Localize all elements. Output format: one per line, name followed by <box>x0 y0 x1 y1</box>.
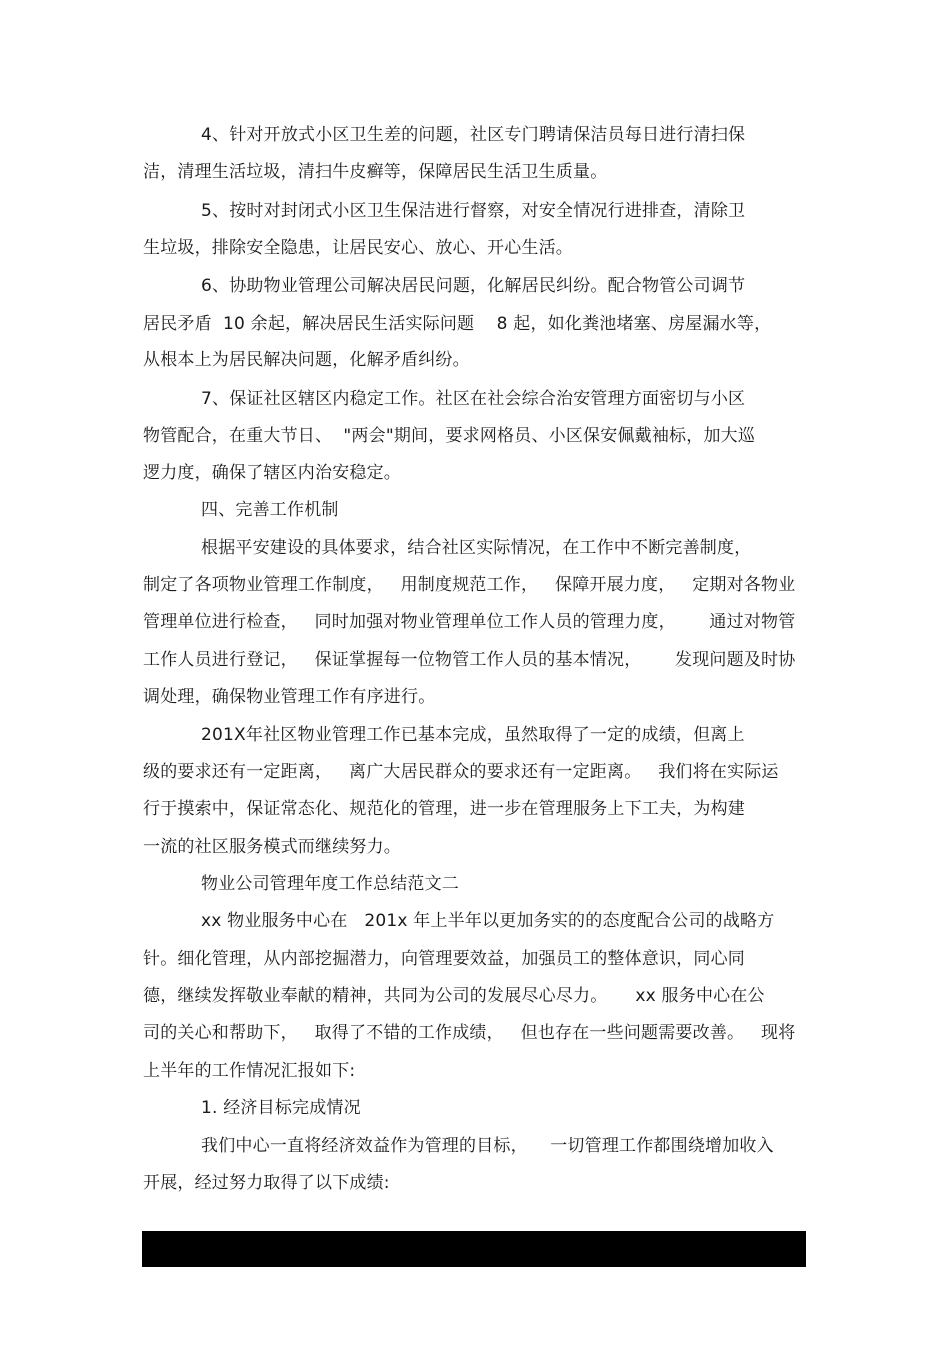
paragraph-9-line-2: 级的要求还有一定距离， 离广大居民群众的要求还有一定距离。 我们将在实际运 <box>143 762 779 782</box>
paragraph-9-line-3: 行于摸索中，保证常态化、规范化的管理，进一步在管理服务上下工夫，为构建 <box>143 799 745 819</box>
paragraph-6-line-2: 居民矛盾 10 余起，解决居民生活实际问题 8 起，如化粪池堵塞、房屋漏水等， <box>143 314 772 334</box>
paragraph-10-line-4: 司的关心和帮助下， 取得了不错的工作成绩， 但也存在一些问题需要改善。 现将 <box>143 1023 796 1043</box>
document-title-2: 物业公司管理年度工作总结范文二 <box>201 874 459 894</box>
section-heading-4: 四、完善工作机制 <box>201 500 339 520</box>
paragraph-8-line-4: 工作人员进行登记， 保证掌握每一位物管工作人员的基本情况， 发现问题及时协 <box>143 650 796 670</box>
paragraph-4-line-2: 洁，清理生活垃圾，清扫牛皮癣等，保障居民生活卫生质量。 <box>143 162 608 182</box>
paragraph-9-line-4: 一流的社区服务模式而继续努力。 <box>143 837 401 857</box>
paragraph-8-line-2: 制定了各项物业管理工作制度， 用制度规范工作， 保障开展力度， 定期对各物业 <box>143 575 796 595</box>
paragraph-8-line-5: 调处理，确保物业管理工作有序进行。 <box>143 687 436 707</box>
paragraph-4-line-1: 4、针对开放式小区卫生差的问题，社区专门聘请保洁员每日进行清扫保 <box>201 125 746 145</box>
paragraph-5-line-2: 生垃圾，排除安全隐患，让居民安心、放心、开心生活。 <box>143 238 573 258</box>
black-bar <box>142 1231 806 1267</box>
paragraph-6-line-1: 6、协助物业管理公司解决居民问题，化解居民纠纷。配合物管公司调节 <box>201 276 746 296</box>
paragraph-10-line-2: 针。细化管理，从内部挖掘潜力，向管理要效益，加强员工的整体意识，同心同 <box>143 949 745 969</box>
subsection-heading-1: 1. 经济目标完成情况 <box>201 1098 361 1118</box>
paragraph-8-line-3: 管理单位进行检查， 同时加强对物业管理单位工作人员的管理力度， 通过对物管 <box>143 612 796 632</box>
paragraph-10-line-3: 德，继续发挥敬业奉献的精神，共同为公司的发展尽心尽力。 xx 服务中心在公 <box>143 986 765 1006</box>
paragraph-7-line-1: 7、保证社区辖区内稳定工作。社区在社会综合治安管理方面密切与小区 <box>201 389 746 409</box>
paragraph-7-line-2: 物管配合，在重大节日、 "两会"期间，要求网格员、小区保安佩戴袖标，加大巡 <box>143 426 756 446</box>
paragraph-10-line-5: 上半年的工作情况汇报如下: <box>143 1061 356 1081</box>
paragraph-8-line-1: 根据平安建设的具体要求，结合社区实际情况，在工作中不断完善制度， <box>201 538 752 558</box>
paragraph-11-line-1: 我们中心一直将经济效益作为管理的目标， 一切管理工作都围绕增加收入 <box>201 1136 774 1156</box>
paragraph-7-line-3: 逻力度，确保了辖区内治安稳定。 <box>143 463 401 483</box>
paragraph-5-line-1: 5、按时对封闭式小区卫生保洁进行督察，对安全情况行进排查，清除卫 <box>201 201 746 221</box>
paragraph-6-line-3: 从根本上为居民解决问题，化解矛盾纠纷。 <box>143 350 470 370</box>
paragraph-11-line-2: 开展，经过努力取得了以下成绩: <box>143 1173 390 1193</box>
paragraph-9-line-1: 201X年社区物业管理工作已基本完成，虽然取得了一定的成绩，但离上 <box>201 725 745 745</box>
paragraph-10-line-1: xx 物业服务中心在 201x 年上半年以更加务实的的态度配合公司的战略方 <box>201 911 775 931</box>
